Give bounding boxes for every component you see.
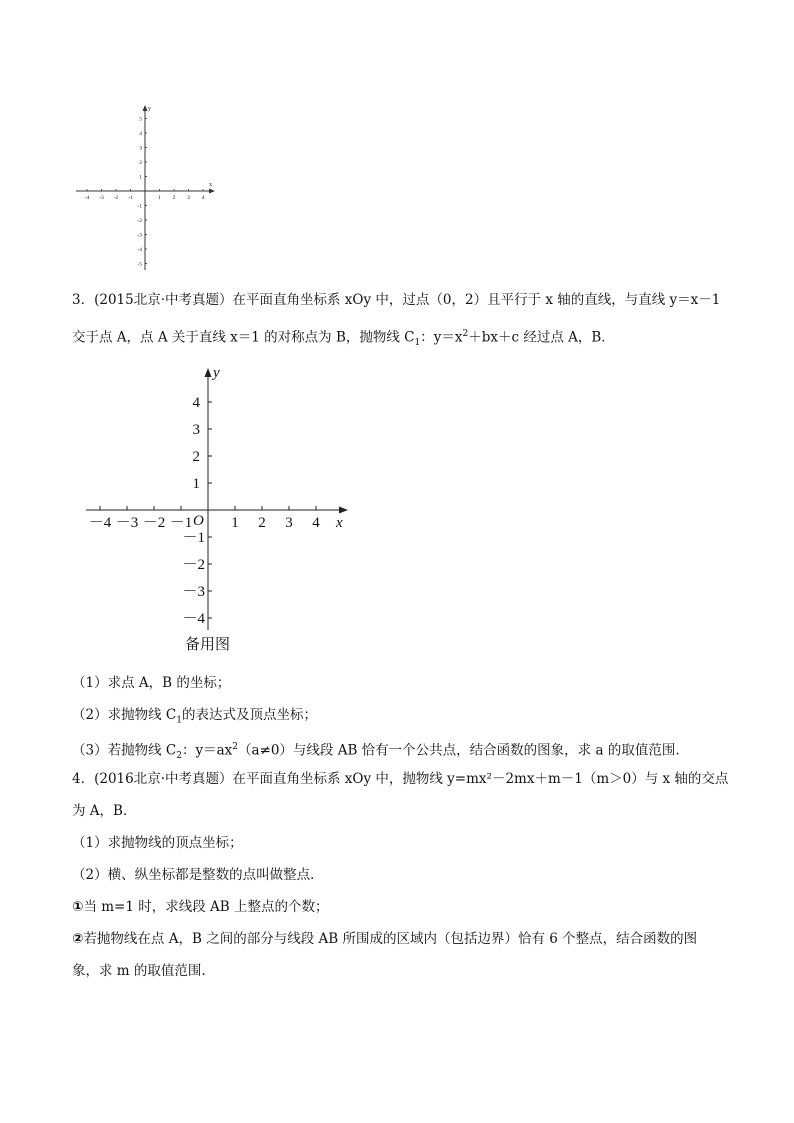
q3-sub2-b: 的表达式及顶点坐标； (181, 707, 317, 723)
circled-two: ② (72, 931, 84, 947)
q4-item2-text: 若抛物线在点 A，B 之间的部分与线段 AB 所围成的区域内（包括边界）恰有 6 个整点，结合函数的图 (83, 931, 698, 947)
big-y-tick-label: －4 (182, 611, 205, 627)
small-y-tick-label: -1 (137, 203, 142, 210)
big-y-tick-label: －2 (182, 557, 205, 573)
small-y-arrow (143, 105, 148, 111)
small-coordinate-axes (70, 100, 230, 275)
small-y-tick-label: 1 (139, 174, 142, 181)
q3-line2-b: ：y＝x (420, 329, 463, 346)
figure-caption: 备用图 (185, 635, 231, 653)
big-x-tick-label: －1 (169, 515, 193, 531)
big-x-tick-label: 4 (312, 515, 320, 531)
big-x-tick-label: 2 (258, 515, 266, 531)
circled-one: ① (72, 899, 84, 915)
big-y-tick-label: 4 (192, 395, 200, 411)
small-x-tick-label: 1 (158, 195, 161, 201)
small-y-tick-label: -3 (137, 232, 142, 239)
small-y-tick-label: 4 (139, 131, 142, 137)
small-x-tick-label: -3 (99, 195, 104, 201)
q3-sub3-b: ：y＝ax (181, 742, 233, 759)
q3-line2-a: 交于点 A，点 A 关于直线 x＝1 的对称点为 B，抛物线 C (72, 329, 415, 346)
big-x-arrow (339, 507, 348, 514)
big-y-tick-label: －3 (182, 584, 205, 600)
q4-item1-text: 当 m=1 时，求线段 AB 上整点的个数； (83, 899, 329, 915)
q4-item2 (72, 930, 697, 948)
small-x-tick-label: -4 (84, 195, 90, 201)
small-y-tick-label: 5 (139, 116, 142, 123)
q4-line1: 4．(2016北京·中考真题）在平面直角坐标系 xOy 中，抛物线 y=mx²－2mx＋m－1（m＞0）与 x 轴的交点 (72, 771, 729, 787)
small-y-tick-label: -2 (137, 218, 142, 224)
small-y-label: y (148, 106, 151, 112)
small-x-tick-label: 4 (201, 195, 205, 201)
q3-sub1: （1）求点 A，B 的坐标； (72, 675, 231, 691)
q4-item2-cont: 象，求 m 的取值范围. (72, 963, 206, 979)
small-x-tick-label: -2 (113, 195, 119, 201)
small-x-label: x (209, 182, 212, 188)
q4-sub1: （1）求抛物线的顶点坐标； (72, 835, 243, 851)
q4-line2: 为 A，B． (72, 803, 137, 819)
q3-line2-c: ＋bx＋c 经过点 A，B． (468, 329, 615, 346)
big-x-tick-label: －2 (142, 515, 166, 531)
q3-line2-sup: 2 (462, 329, 469, 339)
small-x-tick-label: 2 (172, 195, 176, 201)
big-x-label: x (336, 515, 343, 531)
small-x-arrow (209, 189, 215, 194)
q3-sub3-a: （3）若抛物线 C (72, 742, 177, 759)
small-x-tick-label: 3 (187, 195, 190, 201)
big-y-label: y (213, 365, 220, 381)
small-y-tick-label: -4 (137, 247, 142, 253)
q3-sub3-sub: 2 (176, 751, 182, 762)
big-coordinate-axes (80, 360, 360, 635)
q3-sub2-sub: 1 (176, 715, 182, 726)
big-x-tick-label: 1 (231, 515, 239, 531)
small-y-tick-label: 2 (139, 160, 142, 166)
q3-sub3 (72, 738, 680, 765)
big-x-tick-label: －4 (88, 515, 112, 531)
q4-item1 (72, 898, 328, 916)
small-y-tick-label: -5 (137, 261, 142, 268)
q3-line1: 3．(2015北京·中考真题）在平面直角坐标系 xOy 中，过点（0，2）且平行于 x 轴的直线，与直线 y＝x－1 (72, 292, 721, 308)
q3-line2-sub: 1 (414, 338, 421, 349)
q3-sub2 (72, 706, 317, 730)
q3-line2 (72, 325, 615, 352)
big-y-tick-label: 2 (192, 449, 200, 465)
q4-sub2: （2）横、纵坐标都是整数的点叫做整点． (72, 867, 324, 883)
q3-sub2-a: （2）求抛物线 C (72, 707, 177, 723)
big-y-tick-label: 1 (192, 476, 200, 492)
big-origin: O (193, 513, 204, 529)
big-y-arrow (205, 368, 212, 377)
small-x-tick-label: -1 (128, 195, 133, 201)
big-x-tick-label: 3 (285, 515, 293, 531)
big-y-tick-label: －1 (182, 530, 205, 546)
q3-sub3-sup: 2 (232, 742, 238, 752)
small-y-tick-label: 3 (139, 145, 142, 152)
big-x-tick-label: －3 (115, 515, 139, 531)
q3-sub3-c: （a≠0）与线段 AB 恰有一个公共点，结合函数的图象，求 a 的取值范围. (237, 742, 680, 759)
big-y-tick-label: 3 (192, 422, 200, 438)
